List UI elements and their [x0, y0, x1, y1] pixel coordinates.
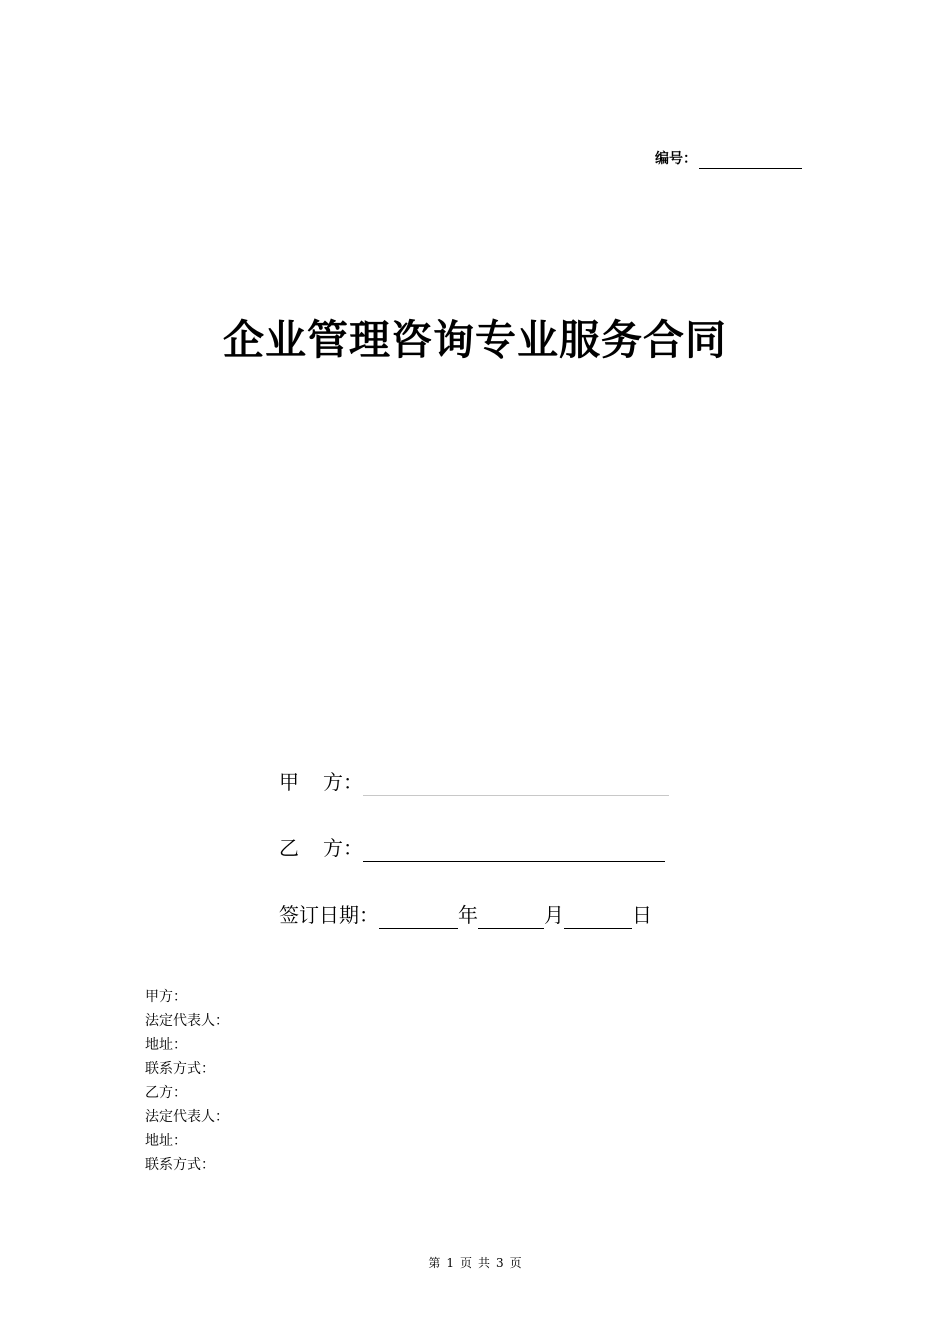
footer-page-prefix: 第 [428, 1256, 441, 1270]
footer-current-page: 1 [446, 1256, 454, 1270]
footer-page-suffix: 页 [509, 1256, 522, 1270]
footer-page-mid: 页 [459, 1256, 472, 1270]
party-b-blank[interactable] [363, 839, 665, 862]
party-info-list [145, 985, 229, 1177]
list-item: 法定代表人： [145, 1109, 229, 1125]
contract-number-blank[interactable] [699, 153, 802, 169]
page-footer [0, 1254, 950, 1272]
sign-month-blank[interactable] [478, 906, 544, 929]
party-a-label-char: 甲 [279, 770, 299, 794]
list-item: 乙方： [145, 1085, 187, 1101]
party-a-label-suffix: 方： [323, 770, 363, 794]
contract-number-label: 编号： [655, 151, 697, 167]
list-item: 甲方： [145, 989, 187, 1005]
list-item: 联系方式： [145, 1157, 215, 1173]
sign-month-label: 月 [544, 903, 564, 927]
party-a-signature-line [279, 768, 669, 796]
sign-day-label: 日 [632, 903, 652, 927]
contract-number [655, 149, 802, 169]
sign-day-blank[interactable] [564, 906, 632, 929]
party-b-signature-line [279, 834, 665, 862]
list-item: 法定代表人： [145, 1013, 229, 1029]
list-item: 联系方式： [145, 1061, 215, 1077]
document-title: 企业管理咨询专业服务合同 [223, 316, 727, 364]
party-b-label-char: 乙 [279, 836, 299, 860]
sign-year-label: 年 [458, 903, 478, 927]
party-b-label-suffix: 方： [323, 836, 363, 860]
sign-year-blank[interactable] [379, 906, 458, 929]
footer-total-prefix: 共 [478, 1256, 491, 1270]
sign-date-line [279, 901, 652, 929]
list-item: 地址： [145, 1133, 187, 1149]
list-item: 地址： [145, 1037, 187, 1053]
sign-date-label: 签订日期： [279, 903, 379, 927]
party-a-blank[interactable] [363, 773, 669, 796]
footer-total-pages: 3 [496, 1256, 504, 1270]
